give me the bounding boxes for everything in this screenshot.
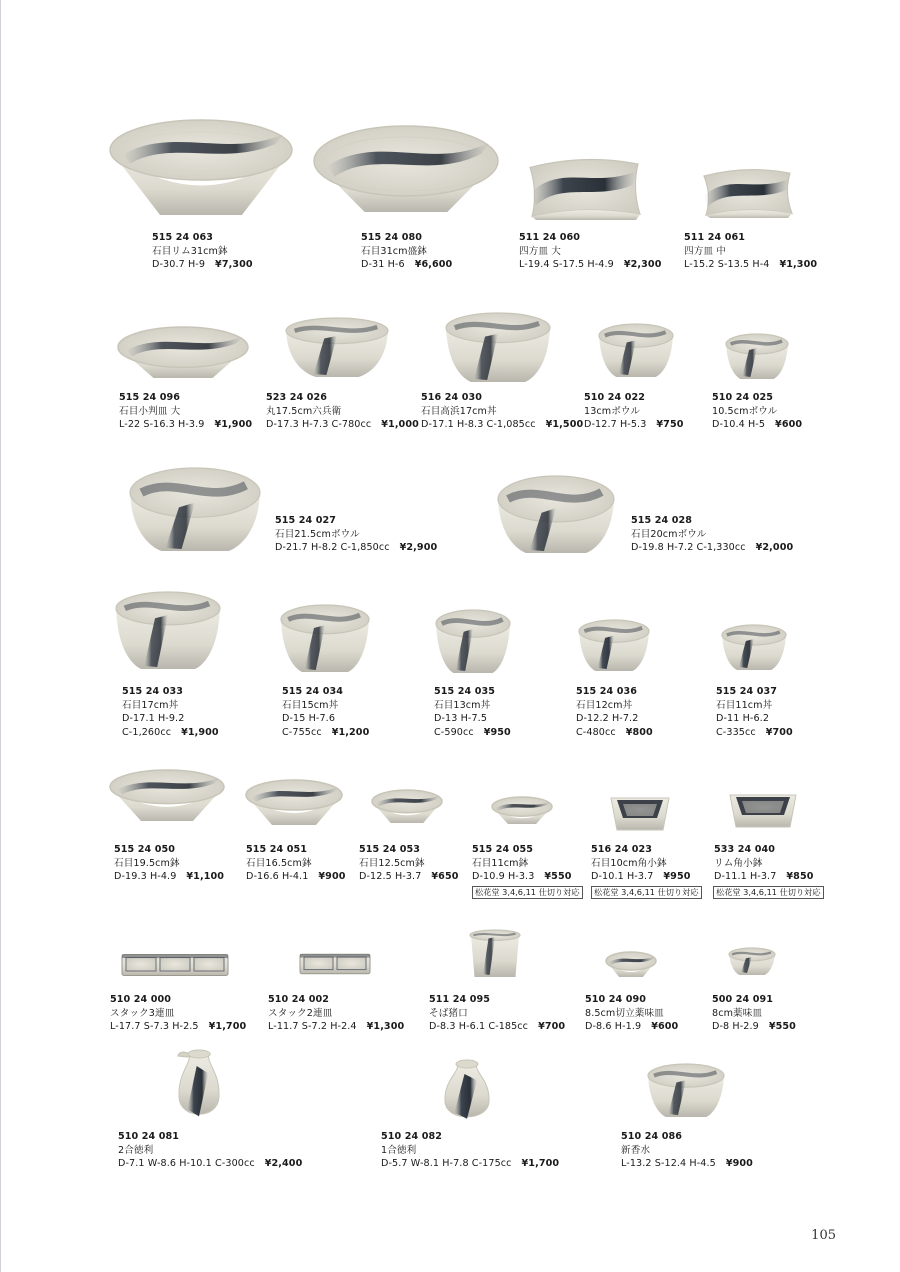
product-label bbox=[361, 231, 452, 272]
product-price: ¥850 bbox=[786, 871, 814, 882]
product-price: ¥2,300 bbox=[623, 259, 662, 270]
product-label bbox=[122, 685, 219, 739]
product-name: 四方皿 中 bbox=[684, 245, 726, 257]
product-price: ¥1,300 bbox=[366, 1021, 405, 1032]
product-image bbox=[604, 950, 658, 980]
product-image bbox=[496, 474, 616, 556]
product-code: 515 24 035 bbox=[434, 686, 496, 697]
product-price: ¥1,900 bbox=[181, 726, 219, 738]
product-label bbox=[114, 843, 224, 884]
page-edge-line bbox=[0, 0, 1, 1272]
product-dimensions: D-8.3 H-6.1 C-185cc bbox=[429, 1021, 529, 1032]
product-dimensions: D-10.1 H-3.7 bbox=[591, 871, 654, 882]
product-price: ¥2,000 bbox=[755, 542, 794, 553]
product-price: ¥7,300 bbox=[215, 259, 253, 270]
product-name: 四方皿 大 bbox=[519, 245, 561, 257]
product-name: 石目10cm角小鉢 bbox=[591, 857, 667, 869]
product-image bbox=[284, 316, 390, 380]
product-name: 石目小判皿 大 bbox=[119, 405, 181, 417]
product-image bbox=[434, 608, 512, 676]
product-name: 石目12cm丼 bbox=[576, 699, 633, 711]
product-price: ¥1,200 bbox=[331, 726, 370, 738]
product-dimensions: D-7.1 W-8.6 H-10.1 C-300cc bbox=[118, 1158, 255, 1169]
product-image bbox=[727, 946, 777, 978]
product-image bbox=[526, 150, 642, 220]
product-code: 515 24 055 bbox=[472, 844, 534, 855]
product-label bbox=[585, 993, 678, 1034]
product-dimensions: D-13 H-7.5 bbox=[434, 713, 488, 724]
product-price: ¥900 bbox=[725, 1158, 753, 1169]
product-dimensions: C-335cc bbox=[716, 726, 756, 738]
product-dimensions: D-8 H-2.9 bbox=[712, 1021, 759, 1032]
product-code: 511 24 060 bbox=[519, 232, 581, 243]
product-image bbox=[108, 118, 294, 218]
product-image bbox=[490, 795, 554, 827]
product-name: 13cmボウル bbox=[584, 405, 641, 417]
product-label bbox=[714, 843, 814, 884]
product-image bbox=[444, 311, 552, 385]
product-dimensions: D-10.4 H-5 bbox=[712, 419, 766, 430]
partition-compatibility-note: 松花堂 3,4,6,11 仕切り対応 bbox=[713, 886, 824, 899]
product-code: 515 24 051 bbox=[246, 844, 308, 855]
product-price: ¥800 bbox=[625, 726, 653, 738]
product-dimensions: L-15.2 S-13.5 H-4 bbox=[684, 259, 770, 270]
product-code: 510 24 022 bbox=[584, 392, 646, 403]
product-dimensions: D-19.8 H-7.2 C-1,330cc bbox=[631, 542, 746, 553]
product-price: ¥600 bbox=[651, 1021, 679, 1032]
product-name: 石目17cm丼 bbox=[122, 699, 179, 711]
product-image bbox=[128, 466, 262, 554]
product-label bbox=[118, 1130, 302, 1171]
product-dimensions: D-16.6 H-4.1 bbox=[246, 871, 309, 882]
product-price: ¥550 bbox=[544, 871, 572, 882]
product-price: ¥1,900 bbox=[214, 419, 253, 430]
product-price: ¥2,400 bbox=[264, 1158, 303, 1169]
product-image bbox=[442, 1058, 492, 1122]
product-code: 515 24 053 bbox=[359, 844, 421, 855]
product-price: ¥700 bbox=[765, 726, 793, 738]
product-code: 515 24 028 bbox=[631, 515, 693, 526]
product-price: ¥1,300 bbox=[779, 259, 818, 270]
product-image bbox=[646, 1062, 726, 1120]
product-image bbox=[700, 162, 794, 218]
product-image bbox=[279, 603, 371, 675]
product-code: 510 24 082 bbox=[381, 1131, 443, 1142]
product-name: 石目11cm鉢 bbox=[472, 857, 529, 869]
product-price: ¥6,600 bbox=[414, 259, 453, 270]
product-dimensions: L-13.2 S-12.4 H-4.5 bbox=[621, 1158, 716, 1169]
product-code: 510 24 025 bbox=[712, 392, 774, 403]
product-code: 511 24 095 bbox=[429, 994, 491, 1005]
product-name: 石目31cm盛鉢 bbox=[361, 245, 428, 257]
product-label bbox=[712, 993, 796, 1034]
product-image bbox=[597, 322, 675, 380]
product-name: リム角小鉢 bbox=[714, 857, 763, 869]
product-image bbox=[609, 792, 671, 832]
product-dimensions: D-5.7 W-8.1 H-7.8 C-175cc bbox=[381, 1158, 512, 1169]
product-label bbox=[576, 685, 653, 739]
product-code: 510 24 081 bbox=[118, 1131, 180, 1142]
product-label bbox=[266, 391, 419, 432]
product-image bbox=[114, 590, 222, 672]
product-name: 丸17.5cm六兵衛 bbox=[266, 405, 342, 417]
product-label bbox=[152, 231, 253, 272]
product-dimensions: D-11.1 H-3.7 bbox=[714, 871, 777, 882]
product-price: ¥650 bbox=[431, 871, 459, 882]
product-price: ¥950 bbox=[483, 726, 511, 738]
product-label bbox=[359, 843, 459, 884]
product-label bbox=[716, 685, 793, 739]
product-code: 515 24 080 bbox=[361, 232, 423, 243]
product-dimensions: D-17.1 H-9.2 bbox=[122, 713, 185, 724]
product-dimensions: L-17.7 S-7.3 H-2.5 bbox=[110, 1021, 199, 1032]
page-number: 105 bbox=[811, 1228, 836, 1243]
product-dimensions: D-12.2 H-7.2 bbox=[576, 713, 639, 724]
partition-compatibility-note: 松花堂 3,4,6,11 仕切り対応 bbox=[591, 886, 702, 899]
product-image bbox=[120, 950, 230, 980]
product-dimensions: L-19.4 S-17.5 H-4.9 bbox=[519, 259, 614, 270]
product-image bbox=[468, 928, 522, 980]
product-code: 510 24 086 bbox=[621, 1131, 683, 1142]
product-label bbox=[584, 391, 684, 432]
product-name: 2合徳利 bbox=[118, 1144, 154, 1156]
product-code: 515 24 034 bbox=[282, 686, 344, 697]
product-dimensions: L-22 S-16.3 H-3.9 bbox=[119, 419, 205, 430]
product-code: 510 24 000 bbox=[110, 994, 172, 1005]
product-label bbox=[246, 843, 346, 884]
product-label bbox=[282, 685, 369, 739]
product-label bbox=[519, 231, 661, 272]
product-label bbox=[591, 843, 691, 884]
product-code: 533 24 040 bbox=[714, 844, 776, 855]
product-price: ¥1,100 bbox=[186, 871, 225, 882]
product-name: 石目19.5cm鉢 bbox=[114, 857, 180, 869]
product-dimensions: D-15 H-7.6 bbox=[282, 713, 336, 724]
product-image bbox=[720, 623, 788, 673]
product-label bbox=[631, 514, 793, 555]
product-name: 石目21.5cmボウル bbox=[275, 528, 360, 540]
product-price: ¥950 bbox=[663, 871, 691, 882]
product-label bbox=[472, 843, 572, 884]
product-dimensions: D-17.3 H-7.3 C-780cc bbox=[266, 419, 372, 430]
product-price: ¥550 bbox=[768, 1021, 796, 1032]
product-dimensions: L-11.7 S-7.2 H-2.4 bbox=[268, 1021, 357, 1032]
product-code: 515 24 037 bbox=[716, 686, 778, 697]
product-dimensions: D-12.5 H-3.7 bbox=[359, 871, 422, 882]
product-price: ¥1,000 bbox=[381, 419, 419, 430]
product-dimensions: D-17.1 H-8.3 C-1,085cc bbox=[421, 419, 536, 430]
product-name: 石目16.5cm鉢 bbox=[246, 857, 312, 869]
product-image bbox=[298, 950, 372, 978]
product-label bbox=[429, 993, 565, 1034]
product-image bbox=[108, 768, 226, 824]
product-name: 石目リム31cm鉢 bbox=[152, 245, 228, 257]
product-name: 石目20cmボウル bbox=[631, 528, 707, 540]
product-image bbox=[244, 778, 344, 828]
product-dimensions: D-31 H-6 bbox=[361, 259, 405, 270]
product-label bbox=[712, 391, 802, 432]
product-dimensions: D-12.7 H-5.3 bbox=[584, 419, 647, 430]
product-dimensions: D-11 H-6.2 bbox=[716, 713, 770, 724]
product-name: スタック2連皿 bbox=[268, 1007, 333, 1019]
product-dimensions: D-21.7 H-8.2 C-1,850cc bbox=[275, 542, 390, 553]
product-name: 10.5cmボウル bbox=[712, 405, 778, 417]
product-label bbox=[119, 391, 252, 432]
product-code: 515 24 027 bbox=[275, 515, 337, 526]
product-dimensions: D-8.6 H-1.9 bbox=[585, 1021, 642, 1032]
product-label bbox=[434, 685, 511, 739]
product-price: ¥2,900 bbox=[399, 542, 438, 553]
product-name: 石目15cm丼 bbox=[282, 699, 339, 711]
product-code: 510 24 090 bbox=[585, 994, 647, 1005]
product-name: 8.5cm切立薬味皿 bbox=[585, 1007, 664, 1019]
product-label bbox=[684, 231, 817, 272]
product-image bbox=[724, 332, 790, 382]
product-code: 516 24 030 bbox=[421, 392, 483, 403]
product-name: 石目12.5cm鉢 bbox=[359, 857, 425, 869]
product-name: スタック3連皿 bbox=[110, 1007, 175, 1019]
product-image bbox=[312, 124, 500, 216]
product-code: 515 24 050 bbox=[114, 844, 176, 855]
product-name: 1合徳利 bbox=[381, 1144, 417, 1156]
product-price: ¥1,500 bbox=[545, 419, 584, 430]
product-label bbox=[268, 993, 404, 1034]
product-label bbox=[621, 1130, 753, 1171]
product-dimensions: C-590cc bbox=[434, 726, 474, 738]
product-dimensions: C-480cc bbox=[576, 726, 616, 738]
product-dimensions: D-10.9 H-3.3 bbox=[472, 871, 535, 882]
product-label bbox=[381, 1130, 559, 1171]
product-image bbox=[728, 789, 798, 829]
product-dimensions: C-755cc bbox=[282, 726, 322, 738]
product-price: ¥900 bbox=[318, 871, 346, 882]
product-name: 新香水 bbox=[621, 1144, 651, 1156]
product-image bbox=[370, 788, 444, 826]
product-dimensions: D-30.7 H-9 bbox=[152, 259, 206, 270]
product-code: 510 24 002 bbox=[268, 994, 330, 1005]
product-price: ¥700 bbox=[538, 1021, 566, 1032]
product-name: 石目11cm丼 bbox=[716, 699, 773, 711]
product-image bbox=[577, 618, 651, 674]
partition-compatibility-note: 松花堂 3,4,6,11 仕切り対応 bbox=[472, 886, 583, 899]
product-code: 515 24 096 bbox=[119, 392, 181, 403]
product-code: 500 24 091 bbox=[712, 994, 774, 1005]
product-label bbox=[421, 391, 583, 432]
product-name: そば猪口 bbox=[429, 1007, 468, 1019]
product-image bbox=[116, 325, 250, 381]
product-label bbox=[110, 993, 246, 1034]
product-name: 8cm薬味皿 bbox=[712, 1007, 763, 1019]
product-label bbox=[275, 514, 437, 555]
product-price: ¥1,700 bbox=[521, 1158, 560, 1169]
product-price: ¥1,700 bbox=[208, 1021, 247, 1032]
product-code: 515 24 033 bbox=[122, 686, 184, 697]
product-code: 515 24 036 bbox=[576, 686, 638, 697]
product-name: 石目13cm丼 bbox=[434, 699, 491, 711]
product-price: ¥600 bbox=[775, 419, 803, 430]
product-code: 511 24 061 bbox=[684, 232, 746, 243]
product-code: 523 24 026 bbox=[266, 392, 328, 403]
product-price: ¥750 bbox=[656, 419, 684, 430]
product-code: 516 24 023 bbox=[591, 844, 653, 855]
product-code: 515 24 063 bbox=[152, 232, 214, 243]
product-name: 石目高浜17cm丼 bbox=[421, 405, 497, 417]
product-image bbox=[176, 1048, 222, 1120]
product-dimensions: C-1,260cc bbox=[122, 726, 172, 738]
product-dimensions: D-19.3 H-4.9 bbox=[114, 871, 177, 882]
